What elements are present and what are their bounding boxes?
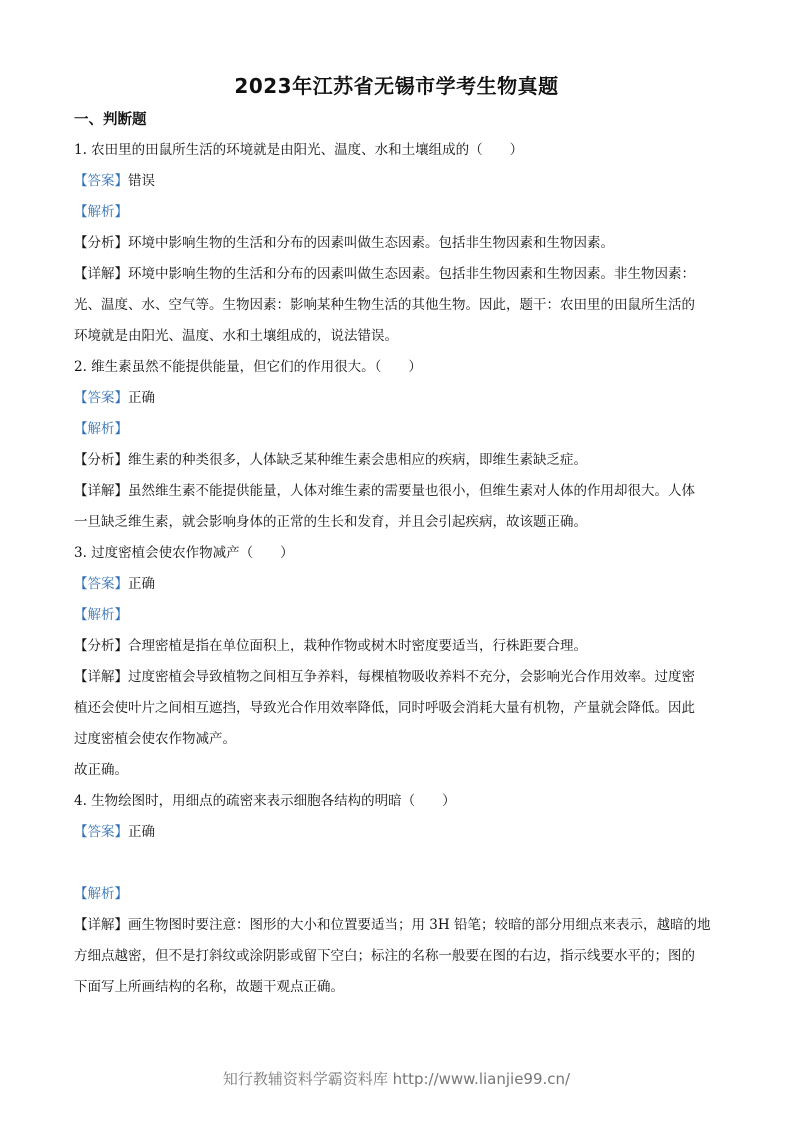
q1-answer: 错误 [128, 173, 155, 189]
question-2: 2. 维生素虽然不能提供能量，但它们的作用很大。（ ） [74, 359, 422, 375]
q2-detail-1: 虽然维生素不能提供能量，人体对维生素的需要量也很小，但维生素对人体的作用却很大。人体 [128, 483, 695, 499]
question-4: 4. 生物绘图时，用细点的疏密来表示细胞各结构的明暗（ ） [74, 793, 456, 809]
q1-detail-line [74, 262, 722, 293]
fenxi-tag: 【分析】 [74, 235, 128, 251]
q1-detail-1: 环境中影响生物的生活和分布的因素叫做生态因素。包括非生物因素和生物因素。非生物因素： [128, 266, 695, 282]
q1-detail-2: 光、温度、水、空气等。生物因素：影响某种生物生活的其他生物。因此，题干：农田里的田鼠所生活的 [74, 297, 695, 313]
q3-analysis-line [74, 603, 722, 634]
footer-watermark: 知行教辅资料学霸资料库 http://www.lianjie99.cn/ [222, 1070, 571, 1088]
fenxi-tag: 【分析】 [74, 638, 128, 654]
detail-tag: 【详解】 [74, 669, 128, 685]
analysis-tag: 【解析】 [74, 421, 128, 437]
q3-detail-3: 过度密植会使农作物减产。 [74, 731, 236, 747]
q4-answer-line [74, 820, 722, 851]
q2-answer: 正确 [128, 390, 155, 406]
detail-tag: 【详解】 [74, 483, 128, 499]
q1-detail-3: 环境就是由阳光、温度、水和土壤组成的，说法错误。 [74, 328, 398, 344]
q1-fenxi: 环境中影响生物的生活和分布的因素叫做生态因素。包括非生物因素和生物因素。 [128, 235, 614, 251]
q3-detail-4: 故正确。 [74, 762, 128, 778]
q4-answer: 正确 [128, 824, 155, 840]
q2-analysis-line [74, 417, 722, 448]
q2-fenxi: 维生素的种类很多，人体缺乏某种维生素会患相应的疾病，即维生素缺乏症。 [128, 452, 587, 468]
q2-detail-line [74, 479, 722, 510]
q1-analysis-line [74, 200, 722, 231]
q2-detail-2: 一旦缺乏维生素，就会影响身体的正常的生长和发育，并且会引起疾病，故该题正确。 [74, 514, 587, 530]
q3-detail-2: 植还会使叶片之间相互遮挡，导致光合作用效率降低，同时呼吸会消耗大量有机物，产量就会降低。因此 [74, 700, 695, 716]
q3-detail-line [74, 665, 722, 696]
answer-tag: 【答案】 [74, 173, 128, 189]
answer-tag: 【答案】 [74, 576, 128, 592]
q3-answer-line [74, 572, 722, 603]
answer-tag: 【答案】 [74, 824, 128, 840]
q3-fenxi: 合理密植是指在单位面积上，栽种作物或树木时密度要适当，行株距要合理。 [128, 638, 587, 654]
q2-fenxi-line [74, 448, 722, 479]
q3-answer: 正确 [128, 576, 155, 592]
fenxi-tag: 【分析】 [74, 452, 128, 468]
detail-tag: 【详解】 [74, 266, 128, 282]
q3-detail-1: 过度密植会导致植物之间相互争养料，每棵植物吸收养料不充分，会影响光合作用效率。过度密 [128, 669, 695, 685]
question-1: 1. 农田里的田鼠所生活的环境就是由阳光、温度、水和土壤组成的（ ） [74, 142, 524, 158]
analysis-tag: 【解析】 [74, 607, 128, 623]
analysis-tag: 【解析】 [74, 204, 128, 220]
answer-tag: 【答案】 [74, 390, 128, 406]
q4-detail-1: 画生物图时要注意：图形的大小和位置要适当；用 3H 铅笔；较暗的部分用细点来表示，越暗的地 [128, 917, 711, 933]
analysis-tag: 【解析】 [74, 886, 128, 902]
q1-fenxi-line [74, 231, 722, 262]
question-list [74, 138, 722, 1006]
detail-tag: 【详解】 [74, 917, 128, 933]
q1-answer-line [74, 169, 722, 200]
q3-fenxi-line [74, 634, 722, 665]
page-title: 2023年江苏省无锡市学考生物真题 [234, 74, 559, 98]
q4-detail-line [74, 913, 722, 944]
q4-detail-2: 方细点越密，但不是打斜纹或涂阴影或留下空白；标注的名称一般要在图的右边，指示线要水平的；图的 [74, 948, 695, 964]
q4-detail-3: 下面写上所画结构的名称，故题干观点正确。 [74, 979, 344, 995]
q2-answer-line [74, 386, 722, 417]
q4-analysis-line [74, 882, 722, 913]
section-title: 一、判断题 [74, 112, 147, 128]
question-3: 3. 过度密植会使农作物减产（ ） [74, 545, 294, 561]
